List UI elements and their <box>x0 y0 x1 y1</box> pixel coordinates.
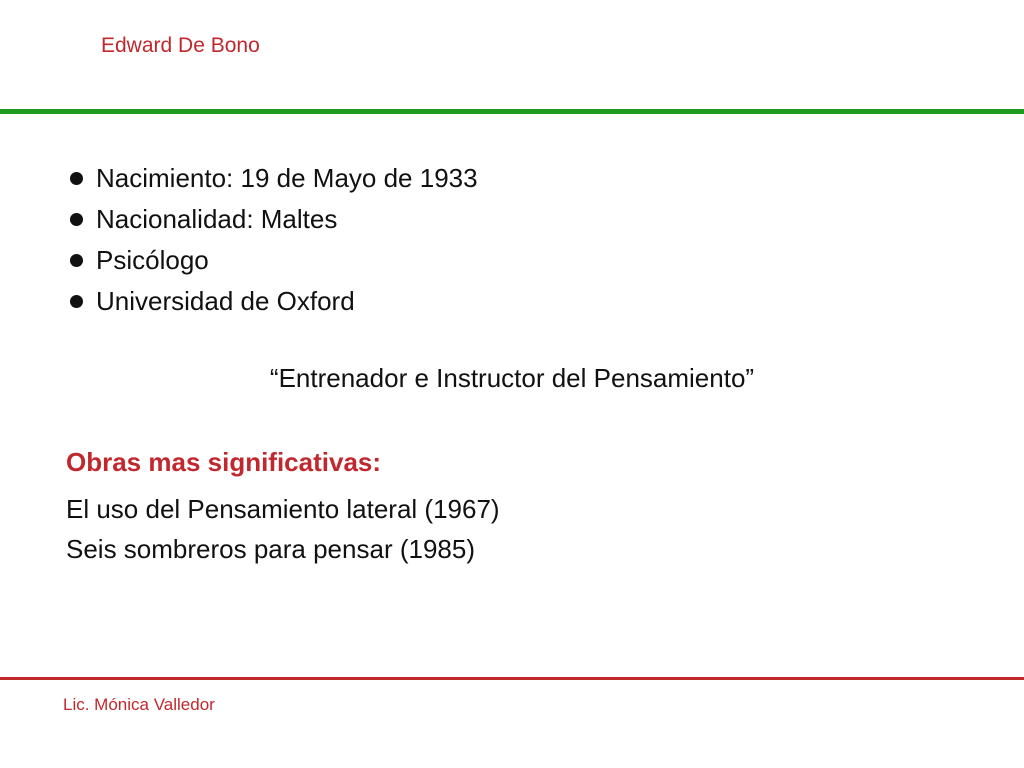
bottom-divider <box>0 677 1024 680</box>
bullet-icon <box>70 213 83 226</box>
bullet-text: Universidad de Oxford <box>96 286 355 316</box>
header-title: Edward De Bono <box>101 34 260 57</box>
top-divider <box>0 109 1024 114</box>
works-list <box>66 489 500 569</box>
bullet-item <box>66 281 478 322</box>
bullet-text: Nacionalidad: Maltes <box>96 204 338 234</box>
work-item: Seis sombreros para pensar (1985) <box>66 534 475 564</box>
bullet-text: Psicólogo <box>96 245 209 275</box>
bullet-item <box>66 158 478 199</box>
footer-author: Lic. Mónica Valledor <box>63 695 215 714</box>
bullet-item <box>66 199 478 240</box>
bullet-icon <box>70 172 83 185</box>
bullet-item <box>66 240 478 281</box>
quote-text: “Entrenador e Instructor del Pensamiento” <box>269 363 755 393</box>
bullet-list <box>66 158 478 322</box>
work-item: El uso del Pensamiento lateral (1967) <box>66 494 500 524</box>
bullet-icon <box>70 254 83 267</box>
bullet-icon <box>70 295 83 308</box>
works-heading: Obras mas significativas: <box>66 447 382 477</box>
bullet-text: Nacimiento: 19 de Mayo de 1933 <box>96 163 478 193</box>
